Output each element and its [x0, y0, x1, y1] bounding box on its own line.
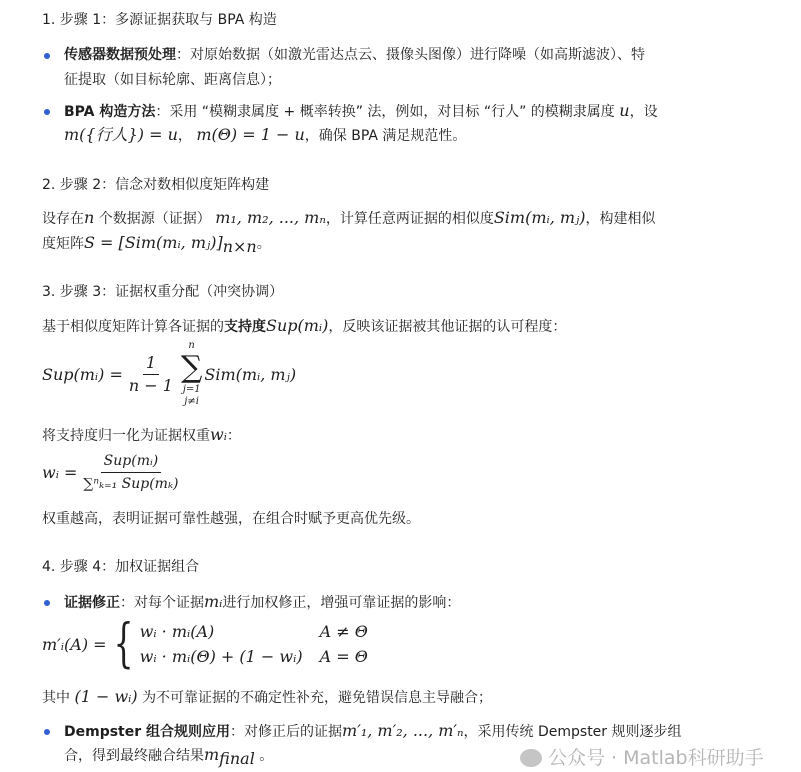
fraction-denominator: n − 1	[128, 375, 173, 395]
text: ：	[226, 428, 241, 444]
bullet-text: ，设	[629, 104, 658, 120]
case2-expr: wᵢ · mᵢ(Θ) + (1 − wᵢ)	[139, 647, 303, 666]
text: 基于相似度矩阵计算各证据的	[42, 319, 224, 335]
sum-lower: j=1	[182, 384, 201, 395]
step3-heading: 3. 步骤 3：证据权重分配（冲突协调）	[42, 284, 284, 300]
math-n: n	[84, 208, 95, 227]
step2-para-line1	[42, 206, 656, 231]
math-matrix-sub: n×n	[222, 236, 257, 256]
bullet-dot	[44, 109, 50, 115]
formula-rhs: Sim(mᵢ, mⱼ)	[204, 364, 297, 384]
text: 个数据源（证据）	[98, 211, 211, 227]
text: 。	[256, 236, 271, 252]
text: 合，得到最终融合结果	[64, 748, 204, 764]
math-final: m	[204, 745, 220, 764]
wechat-icon	[520, 749, 542, 767]
bullet-dot	[44, 53, 50, 59]
bullet-dot	[44, 729, 50, 735]
math-matrix: S = [Sim(mᵢ, mⱼ)]	[84, 233, 223, 252]
step1-bullet2-line2: m({行人}) = u， m(Θ) = 1 − u，确保 BPA 满足规范性。	[64, 125, 467, 144]
step4-bullet2	[64, 719, 682, 744]
text: ：对每个证据	[120, 595, 204, 611]
bullet-title: BPA 构造方法	[64, 104, 156, 120]
step4-bullet1	[64, 590, 460, 615]
bold-term: 支持度	[224, 319, 266, 335]
bullet-text: ：对原始数据（如激光雷达点云、摄像头图像）进行降噪（如高斯滤波）、特	[176, 47, 645, 63]
bullet-title: 传感器数据预处理	[64, 47, 176, 63]
sum-upper: n	[188, 340, 195, 351]
text: 进行加权修正，增强可靠证据的影响：	[222, 595, 461, 611]
step4-bullet2-line2	[64, 743, 273, 771]
step3-conclusion: 权重越高，表明证据可靠性越强，在组合时赋予更高优先级。	[42, 511, 420, 527]
case1-cond: A ≠ Θ	[319, 622, 368, 641]
fraction-denominator: ∑ⁿₖ₌₁ Sup(mₖ)	[83, 476, 179, 492]
case2-cond: A = Θ	[319, 647, 368, 666]
fraction-numerator: 1	[143, 352, 159, 375]
text: 为不可靠证据的不确定性补充，避免错误信息主导融合；	[142, 690, 493, 706]
step1-bullet1-line2: 征提取（如目标轮廓、距离信息）；	[64, 72, 281, 88]
support-formula: Sup(mᵢ) = $\frac{1}{n - 1}$ n ∑ j=1 j≠i Sim(mᵢ, mⱼ)	[42, 340, 297, 407]
watermark-text: 公众号 · Matlab科研助手	[548, 747, 764, 769]
math-sources: m₁, m₂, ..., mₙ	[215, 208, 326, 227]
weight-formula	[42, 450, 185, 495]
step1-heading: 1. 步骤 1：多源证据获取与 BPA 构造	[42, 12, 277, 28]
fraction-numerator: Sup(mᵢ)	[101, 450, 162, 473]
step1-bullet1	[64, 43, 645, 67]
math-sup: Sup(mᵢ)	[266, 316, 329, 335]
text: 设存在	[42, 211, 84, 227]
bullet-title: 证据修正	[64, 595, 120, 611]
math-uncertainty: (1 − wᵢ)	[74, 687, 138, 706]
math-w: wᵢ	[210, 425, 227, 444]
step2-para-line2	[42, 231, 271, 259]
step2-heading: 2. 步骤 2：信念对数相似度矩阵构建	[42, 177, 270, 193]
math-sim: Sim(mᵢ, mⱼ)	[493, 208, 586, 227]
math-bpa-theta: m(Θ) = 1 − u	[196, 125, 305, 144]
correction-formula: m′ᵢ(A) = { wᵢ · mᵢ(A) A ≠ Θ wᵢ · mᵢ(Θ) + (1 − wᵢ) A = Θ	[42, 614, 368, 674]
step4-heading: 4. 步骤 4：加权证据组合	[42, 559, 200, 575]
step4-note	[42, 685, 492, 710]
text: 。	[259, 748, 274, 764]
math-corrected: m′₁, m′₂, ..., m′ₙ	[342, 721, 464, 740]
formula-lhs: Sup(mᵢ) =	[42, 364, 123, 384]
bullet-text: ：采用 “模糊隶属度 + 概率转换” 法，例如，对目标 “行人” 的模糊隶属度	[155, 104, 615, 120]
text: 将支持度归一化为证据权重	[42, 428, 210, 444]
formula-lhs: wᵢ =	[42, 463, 78, 482]
watermark	[520, 747, 764, 769]
bullet-title: Dempster 组合规则应用	[64, 724, 231, 740]
text: ，反映该证据被其他证据的认可程度：	[328, 319, 567, 335]
bullet-text: ，确保 BPA 满足规范性。	[304, 128, 467, 144]
formula-lhs: m′ᵢ(A) =	[42, 634, 107, 654]
math-u: u	[619, 101, 630, 120]
text: ，构建相似	[585, 211, 656, 227]
bullet-dot	[44, 600, 50, 606]
step1-bullet2	[64, 99, 658, 124]
step3-normalize	[42, 423, 241, 448]
case1-expr: wᵢ · mᵢ(A)	[139, 622, 215, 641]
text: 度矩阵	[42, 236, 84, 252]
text: ：对修正后的证据	[230, 724, 343, 740]
step3-para	[42, 314, 566, 339]
sum-condition: j≠i	[184, 396, 199, 407]
math-m: mᵢ	[204, 592, 223, 611]
text: 其中	[42, 690, 70, 706]
math-final-sub: final	[219, 748, 255, 768]
math-bpa-pedestrian: m({行人}) = u	[64, 125, 178, 144]
text: ，计算任意两证据的相似度	[325, 211, 494, 227]
text: ，采用传统 Dempster 规则逐步组	[463, 724, 682, 740]
